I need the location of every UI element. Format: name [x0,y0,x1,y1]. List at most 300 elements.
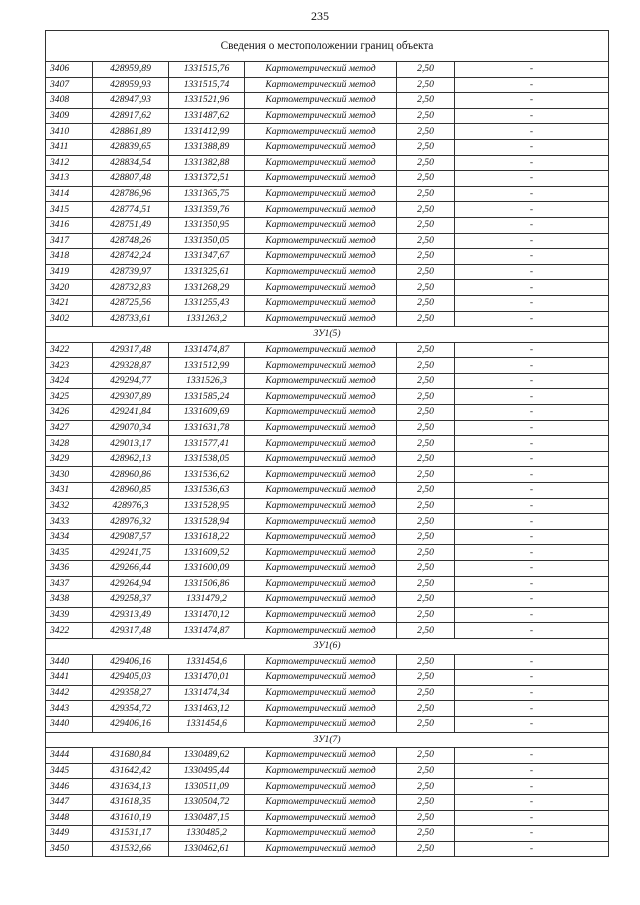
table-row [46,654,609,670]
table-row [46,342,609,358]
method-cell: Картометрический метод [245,62,397,78]
method-cell: Картометрический метод [245,93,397,109]
precision-cell: 2,50 [397,763,455,779]
y-coordinate-cell: 1330489,62 [169,748,245,764]
method-cell: Картометрический метод [245,451,397,467]
point-number-cell: 3418 [46,249,93,265]
method-cell: Картометрический метод [245,217,397,233]
method-cell: Картометрический метод [245,124,397,140]
description-cell: - [455,701,609,717]
method-cell: Картометрический метод [245,545,397,561]
method-cell: Картометрический метод [245,467,397,483]
x-coordinate-cell: 429013,17 [93,436,169,452]
table-row [46,62,609,78]
description-cell: - [455,451,609,467]
precision-cell: 2,50 [397,810,455,826]
y-coordinate-cell: 1331536,63 [169,483,245,499]
point-number-cell: 3449 [46,826,93,842]
point-number-cell: 3423 [46,358,93,374]
x-coordinate-cell: 428839,65 [93,139,169,155]
precision-cell: 2,50 [397,716,455,732]
y-coordinate-cell: 1331268,29 [169,280,245,296]
y-coordinate-cell: 1331372,51 [169,171,245,187]
point-number-cell: 3432 [46,498,93,514]
table-row [46,295,609,311]
y-coordinate-cell: 1331538,05 [169,451,245,467]
method-cell: Картометрический метод [245,155,397,171]
table-row [46,576,609,592]
precision-cell: 2,50 [397,748,455,764]
description-cell: - [455,139,609,155]
precision-cell: 2,50 [397,62,455,78]
description-cell: - [455,529,609,545]
table-row [46,405,609,421]
description-cell: - [455,342,609,358]
method-cell: Картометрический метод [245,794,397,810]
table-row [46,763,609,779]
y-coordinate-cell: 1331631,78 [169,420,245,436]
point-number-cell: 3450 [46,841,93,857]
description-cell: - [455,62,609,78]
x-coordinate-cell: 428960,85 [93,483,169,499]
point-number-cell: 3434 [46,529,93,545]
point-number-cell: 3431 [46,483,93,499]
x-coordinate-cell: 428976,32 [93,514,169,530]
y-coordinate-cell: 1331463,12 [169,701,245,717]
table-title-row [46,31,609,62]
precision-cell: 2,50 [397,249,455,265]
precision-cell: 2,50 [397,576,455,592]
description-cell: - [455,373,609,389]
y-coordinate-cell: 1331479,2 [169,592,245,608]
table-row [46,545,609,561]
table-row [46,623,609,639]
x-coordinate-cell: 429294,77 [93,373,169,389]
point-number-cell: 3426 [46,405,93,421]
precision-cell: 2,50 [397,358,455,374]
precision-cell: 2,50 [397,217,455,233]
table-row [46,592,609,608]
table-row [46,155,609,171]
method-cell: Картометрический метод [245,576,397,592]
y-coordinate-cell: 1331412,99 [169,124,245,140]
description-cell: - [455,685,609,701]
method-cell: Картометрический метод [245,748,397,764]
description-cell: - [455,841,609,857]
y-coordinate-cell: 1331359,76 [169,202,245,218]
point-number-cell: 3414 [46,186,93,202]
x-coordinate-cell: 429405,03 [93,670,169,686]
point-number-cell: 3422 [46,342,93,358]
description-cell: - [455,233,609,249]
point-number-cell: 3443 [46,701,93,717]
y-coordinate-cell: 1330504,72 [169,794,245,810]
precision-cell: 2,50 [397,405,455,421]
description-cell: - [455,561,609,577]
description-cell: - [455,186,609,202]
point-number-cell: 3416 [46,217,93,233]
y-coordinate-cell: 1331512,99 [169,358,245,374]
description-cell: - [455,779,609,795]
precision-cell: 2,50 [397,451,455,467]
method-cell: Картометрический метод [245,483,397,499]
table-row [46,233,609,249]
y-coordinate-cell: 1331388,89 [169,139,245,155]
point-number-cell: 3448 [46,810,93,826]
section-header-row [46,732,609,748]
table-row [46,467,609,483]
y-coordinate-cell: 1331521,96 [169,93,245,109]
method-cell: Картометрический метод [245,685,397,701]
description-cell: - [455,654,609,670]
table-row [46,77,609,93]
point-number-cell: 3447 [46,794,93,810]
table-row [46,498,609,514]
table-row [46,436,609,452]
table-row [46,810,609,826]
method-cell: Картометрический метод [245,280,397,296]
boundary-coordinates-table [45,30,609,857]
description-cell: - [455,483,609,499]
precision-cell: 2,50 [397,779,455,795]
precision-cell: 2,50 [397,654,455,670]
y-coordinate-cell: 1331454,6 [169,654,245,670]
x-coordinate-cell: 428742,24 [93,249,169,265]
x-coordinate-cell: 431531,17 [93,826,169,842]
point-number-cell: 3442 [46,685,93,701]
y-coordinate-cell: 1330462,61 [169,841,245,857]
description-cell: - [455,217,609,233]
x-coordinate-cell: 429328,87 [93,358,169,374]
method-cell: Картометрический метод [245,186,397,202]
precision-cell: 2,50 [397,295,455,311]
point-number-cell: 3430 [46,467,93,483]
x-coordinate-cell: 428834,54 [93,155,169,171]
description-cell: - [455,576,609,592]
precision-cell: 2,50 [397,826,455,842]
description-cell: - [455,420,609,436]
table-row [46,108,609,124]
point-number-cell: 3433 [46,514,93,530]
precision-cell: 2,50 [397,202,455,218]
table-row [46,483,609,499]
description-cell: - [455,467,609,483]
y-coordinate-cell: 1331577,41 [169,436,245,452]
precision-cell: 2,50 [397,280,455,296]
description-cell: - [455,389,609,405]
table-row [46,124,609,140]
y-coordinate-cell: 1331325,61 [169,264,245,280]
precision-cell: 2,50 [397,420,455,436]
point-number-cell: 3424 [46,373,93,389]
x-coordinate-cell: 428774,51 [93,202,169,218]
point-number-cell: 3410 [46,124,93,140]
point-number-cell: 3428 [46,436,93,452]
description-cell: - [455,514,609,530]
method-cell: Картометрический метод [245,139,397,155]
method-cell: Картометрический метод [245,436,397,452]
table-row [46,280,609,296]
precision-cell: 2,50 [397,483,455,499]
precision-cell: 2,50 [397,124,455,140]
point-number-cell: 3445 [46,763,93,779]
table-row [46,607,609,623]
precision-cell: 2,50 [397,155,455,171]
section-title: ЗУ1(5) [46,327,609,343]
x-coordinate-cell: 428732,83 [93,280,169,296]
description-cell: - [455,498,609,514]
x-coordinate-cell: 429087,57 [93,529,169,545]
method-cell: Картометрический метод [245,171,397,187]
y-coordinate-cell: 1331528,94 [169,514,245,530]
method-cell: Картометрический метод [245,295,397,311]
y-coordinate-cell: 1331474,87 [169,623,245,639]
x-coordinate-cell: 429264,94 [93,576,169,592]
precision-cell: 2,50 [397,373,455,389]
method-cell: Картометрический метод [245,264,397,280]
y-coordinate-cell: 1331528,95 [169,498,245,514]
x-coordinate-cell: 428861,89 [93,124,169,140]
method-cell: Картометрический метод [245,763,397,779]
table-title: Сведения о местоположении границ объекта [46,31,609,62]
description-cell: - [455,280,609,296]
table-row [46,451,609,467]
precision-cell: 2,50 [397,264,455,280]
x-coordinate-cell: 428947,93 [93,93,169,109]
x-coordinate-cell: 429317,48 [93,342,169,358]
point-number-cell: 3417 [46,233,93,249]
y-coordinate-cell: 1331609,52 [169,545,245,561]
x-coordinate-cell: 429266,44 [93,561,169,577]
x-coordinate-cell: 428751,49 [93,217,169,233]
table-row [46,701,609,717]
description-cell: - [455,810,609,826]
table-row [46,373,609,389]
point-number-cell: 3446 [46,779,93,795]
y-coordinate-cell: 1330511,09 [169,779,245,795]
point-number-cell: 3429 [46,451,93,467]
precision-cell: 2,50 [397,592,455,608]
method-cell: Картометрический метод [245,405,397,421]
method-cell: Картометрический метод [245,389,397,405]
table-row [46,358,609,374]
description-cell: - [455,405,609,421]
y-coordinate-cell: 1331350,05 [169,233,245,249]
precision-cell: 2,50 [397,311,455,327]
x-coordinate-cell: 431680,84 [93,748,169,764]
x-coordinate-cell: 428725,56 [93,295,169,311]
x-coordinate-cell: 428786,96 [93,186,169,202]
x-coordinate-cell: 429241,75 [93,545,169,561]
y-coordinate-cell: 1331347,67 [169,249,245,265]
method-cell: Картометрический метод [245,623,397,639]
description-cell: - [455,358,609,374]
description-cell: - [455,311,609,327]
table-row [46,389,609,405]
method-cell: Картометрический метод [245,779,397,795]
table-row [46,748,609,764]
precision-cell: 2,50 [397,561,455,577]
x-coordinate-cell: 428739,97 [93,264,169,280]
precision-cell: 2,50 [397,108,455,124]
point-number-cell: 3427 [46,420,93,436]
precision-cell: 2,50 [397,77,455,93]
method-cell: Картометрический метод [245,561,397,577]
y-coordinate-cell: 1331255,43 [169,295,245,311]
precision-cell: 2,50 [397,514,455,530]
precision-cell: 2,50 [397,670,455,686]
x-coordinate-cell: 428807,48 [93,171,169,187]
method-cell: Картометрический метод [245,358,397,374]
point-number-cell: 3419 [46,264,93,280]
table-row [46,685,609,701]
description-cell: - [455,607,609,623]
y-coordinate-cell: 1331263,2 [169,311,245,327]
description-cell: - [455,249,609,265]
description-cell: - [455,623,609,639]
precision-cell: 2,50 [397,498,455,514]
precision-cell: 2,50 [397,607,455,623]
x-coordinate-cell: 428917,62 [93,108,169,124]
x-coordinate-cell: 428960,86 [93,467,169,483]
method-cell: Картометрический метод [245,342,397,358]
x-coordinate-cell: 428959,89 [93,62,169,78]
point-number-cell: 3421 [46,295,93,311]
point-number-cell: 3407 [46,77,93,93]
x-coordinate-cell: 431618,35 [93,794,169,810]
method-cell: Картометрический метод [245,841,397,857]
section-header-row [46,327,609,343]
precision-cell: 2,50 [397,171,455,187]
point-number-cell: 3412 [46,155,93,171]
y-coordinate-cell: 1331470,12 [169,607,245,623]
precision-cell: 2,50 [397,342,455,358]
x-coordinate-cell: 429406,16 [93,716,169,732]
table-row [46,264,609,280]
section-title: ЗУ1(7) [46,732,609,748]
point-number-cell: 3440 [46,716,93,732]
y-coordinate-cell: 1331487,62 [169,108,245,124]
method-cell: Картометрический метод [245,529,397,545]
y-coordinate-cell: 1330495,44 [169,763,245,779]
table-row [46,529,609,545]
precision-cell: 2,50 [397,186,455,202]
method-cell: Картометрический метод [245,670,397,686]
x-coordinate-cell: 429317,48 [93,623,169,639]
x-coordinate-cell: 429241,84 [93,405,169,421]
y-coordinate-cell: 1331382,88 [169,155,245,171]
description-cell: - [455,748,609,764]
precision-cell: 2,50 [397,233,455,249]
table-row [46,171,609,187]
description-cell: - [455,124,609,140]
table-row [46,420,609,436]
description-cell: - [455,77,609,93]
method-cell: Картометрический метод [245,826,397,842]
y-coordinate-cell: 1331350,95 [169,217,245,233]
table-row [46,93,609,109]
page-number: 235 [311,9,329,23]
point-number-cell: 3408 [46,93,93,109]
precision-cell: 2,50 [397,529,455,545]
point-number-cell: 3438 [46,592,93,608]
precision-cell: 2,50 [397,139,455,155]
point-number-cell: 3436 [46,561,93,577]
point-number-cell: 3402 [46,311,93,327]
x-coordinate-cell: 431634,13 [93,779,169,795]
method-cell: Картометрический метод [245,233,397,249]
method-cell: Картометрический метод [245,202,397,218]
precision-cell: 2,50 [397,436,455,452]
point-number-cell: 3440 [46,654,93,670]
y-coordinate-cell: 1331536,62 [169,467,245,483]
x-coordinate-cell: 428959,93 [93,77,169,93]
table-row [46,716,609,732]
precision-cell: 2,50 [397,685,455,701]
method-cell: Картометрический метод [245,514,397,530]
y-coordinate-cell: 1331618,22 [169,529,245,545]
x-coordinate-cell: 429307,89 [93,389,169,405]
x-coordinate-cell: 428733,61 [93,311,169,327]
method-cell: Картометрический метод [245,654,397,670]
description-cell: - [455,670,609,686]
x-coordinate-cell: 429354,72 [93,701,169,717]
x-coordinate-cell: 431532,66 [93,841,169,857]
description-cell: - [455,545,609,561]
method-cell: Картометрический метод [245,607,397,623]
description-cell: - [455,155,609,171]
table-row [46,561,609,577]
point-number-cell: 3409 [46,108,93,124]
y-coordinate-cell: 1331600,09 [169,561,245,577]
description-cell: - [455,436,609,452]
method-cell: Картометрический метод [245,592,397,608]
point-number-cell: 3441 [46,670,93,686]
precision-cell: 2,50 [397,701,455,717]
y-coordinate-cell: 1331506,86 [169,576,245,592]
description-cell: - [455,794,609,810]
x-coordinate-cell: 428976,3 [93,498,169,514]
description-cell: - [455,171,609,187]
section-title: ЗУ1(6) [46,638,609,654]
table-row [46,841,609,857]
x-coordinate-cell: 428962,13 [93,451,169,467]
table-row [46,202,609,218]
method-cell: Картометрический метод [245,701,397,717]
y-coordinate-cell: 1330487,15 [169,810,245,826]
method-cell: Картометрический метод [245,311,397,327]
method-cell: Картометрический метод [245,373,397,389]
description-cell: - [455,93,609,109]
table-row [46,794,609,810]
table-row [46,514,609,530]
point-number-cell: 3413 [46,171,93,187]
table-row [46,217,609,233]
x-coordinate-cell: 429313,49 [93,607,169,623]
description-cell: - [455,264,609,280]
x-coordinate-cell: 428748,26 [93,233,169,249]
description-cell: - [455,592,609,608]
y-coordinate-cell: 1331470,01 [169,670,245,686]
y-coordinate-cell: 1331365,75 [169,186,245,202]
table-row [46,139,609,155]
y-coordinate-cell: 1331515,76 [169,62,245,78]
y-coordinate-cell: 1331585,24 [169,389,245,405]
method-cell: Картометрический метод [245,810,397,826]
point-number-cell: 3411 [46,139,93,155]
y-coordinate-cell: 1331454,6 [169,716,245,732]
point-number-cell: 3435 [46,545,93,561]
